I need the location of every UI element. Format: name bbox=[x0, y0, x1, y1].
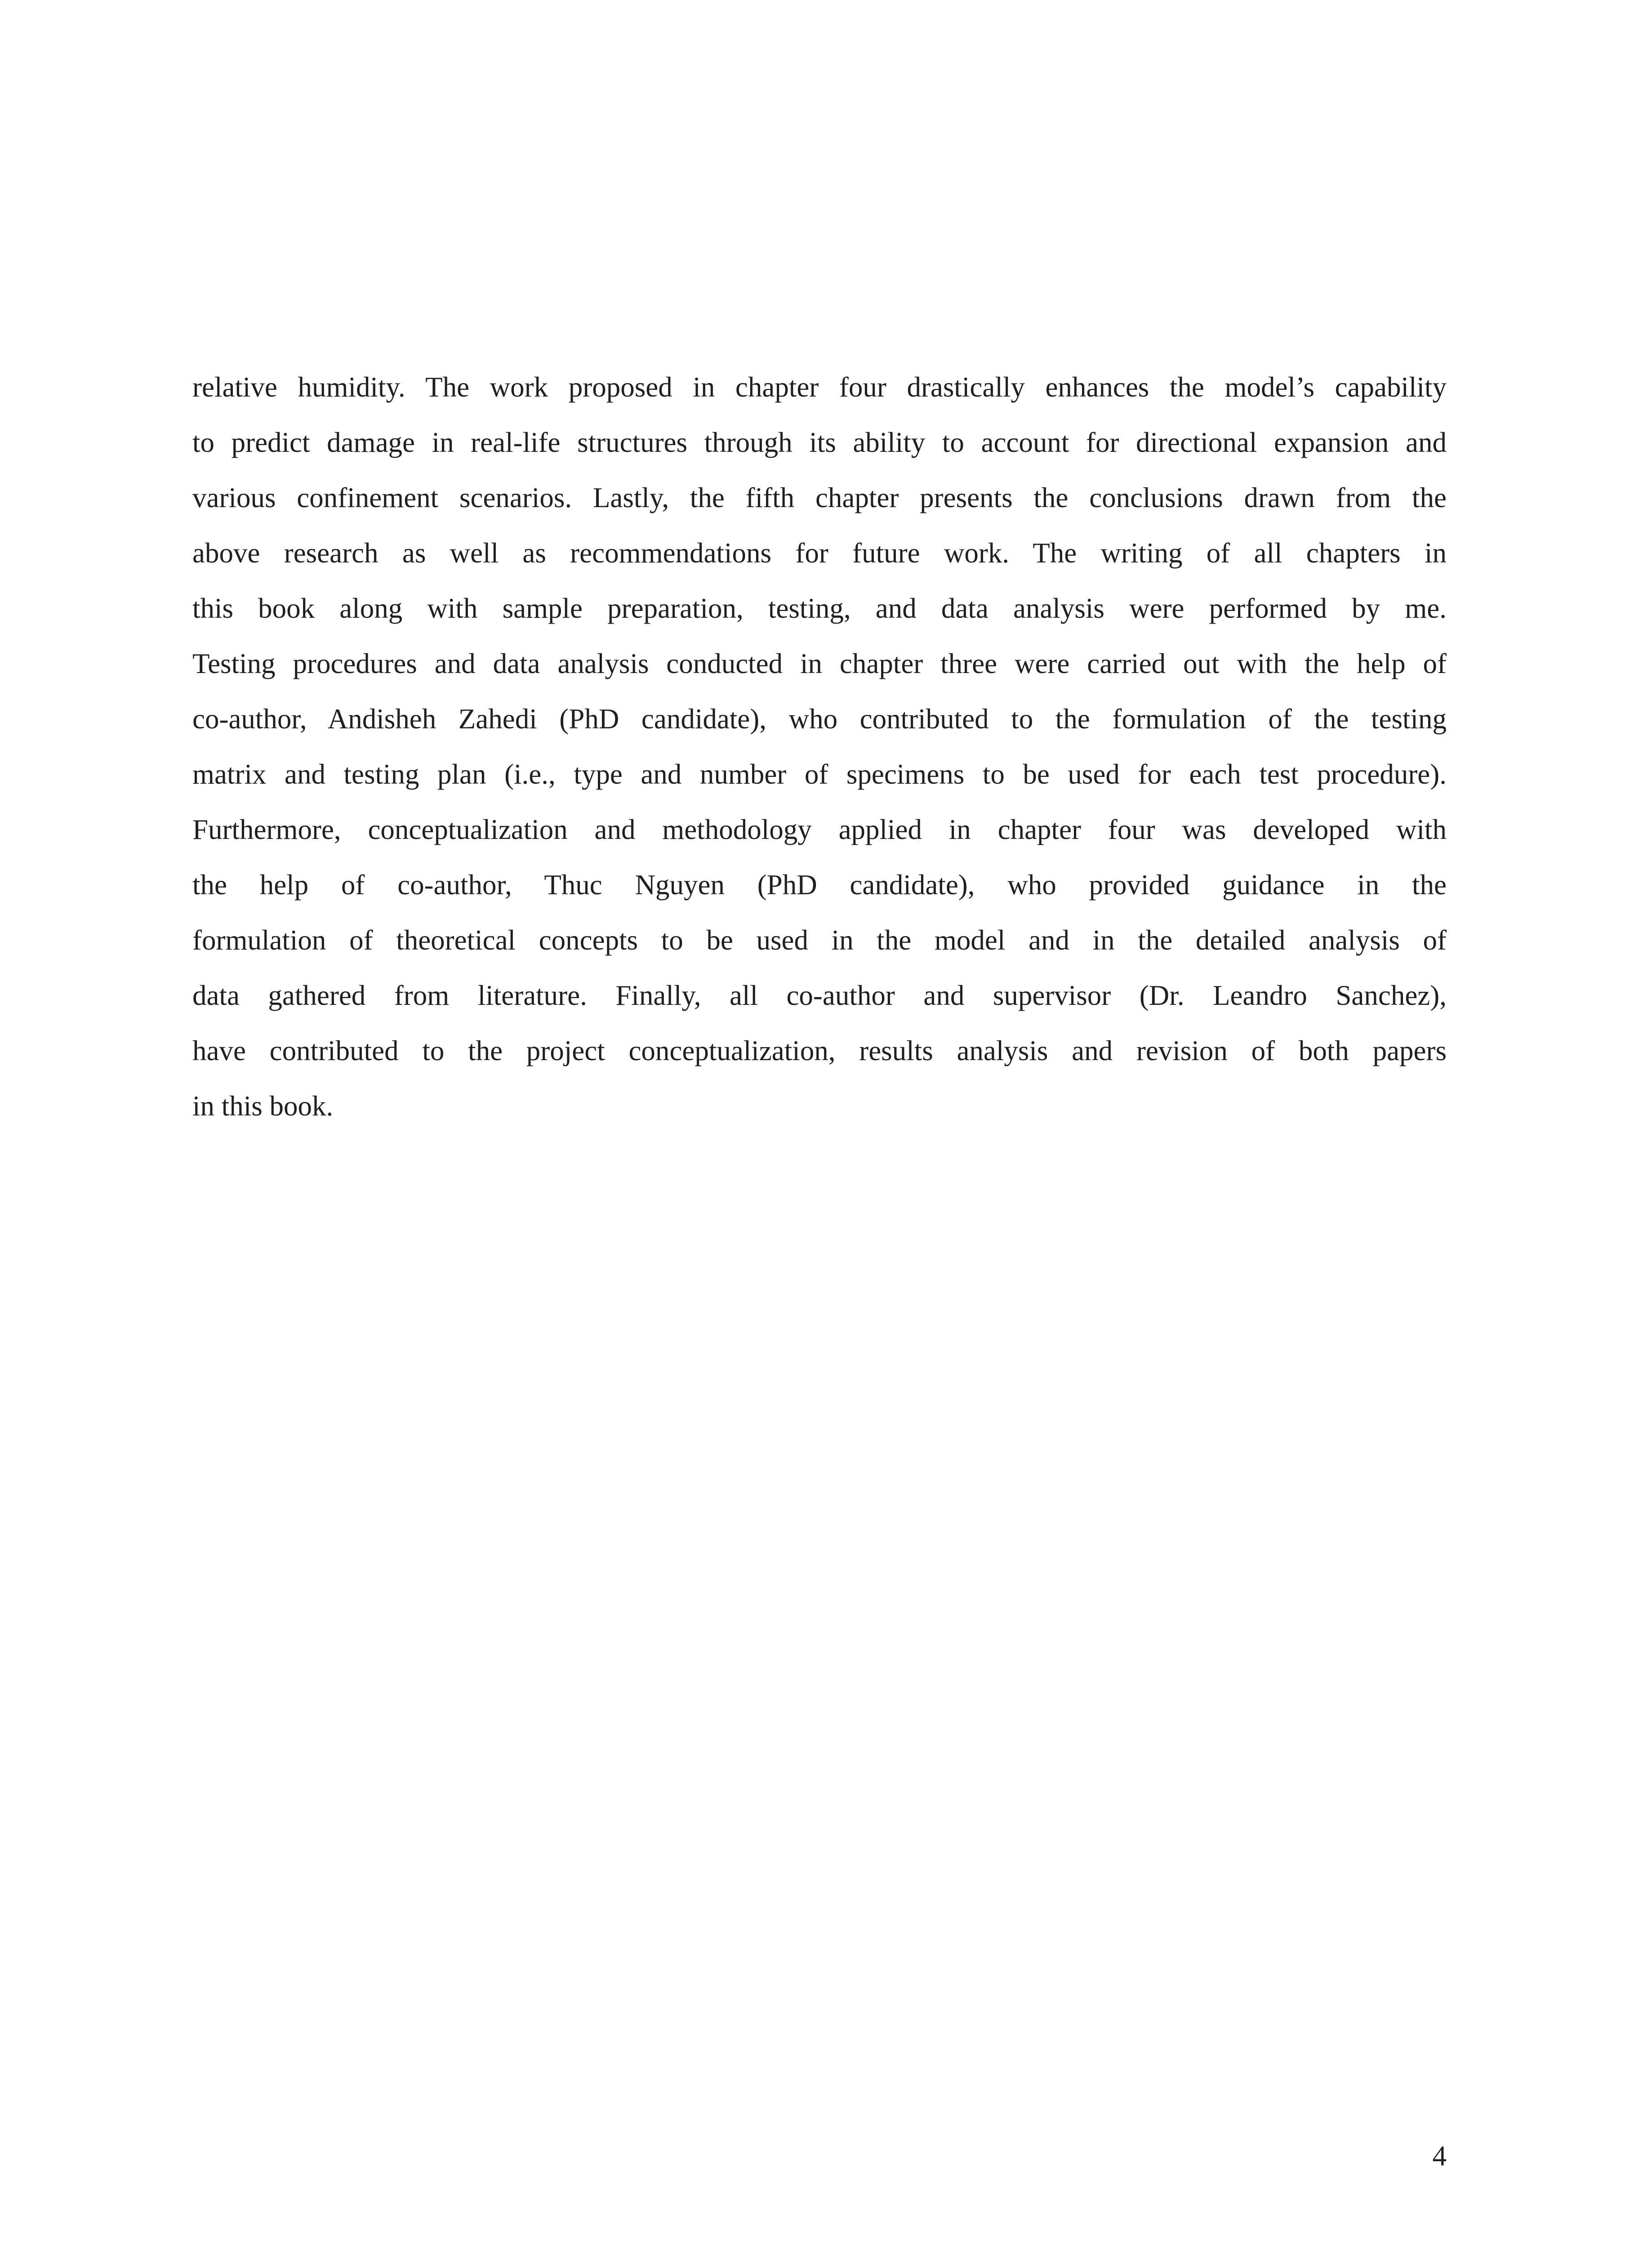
paragraph-line: formulation of theoretical concepts to be used in the model and in the detailed analysis of bbox=[192, 924, 1447, 956]
paragraph-line: Furthermore, conceptualization and methodology applied in chapter four was developed with bbox=[192, 814, 1447, 845]
paragraph-line: the help of co-author, Thuc Nguyen (PhD candidate), who provided guidance in the bbox=[192, 869, 1447, 901]
paragraph-line: relative humidity. The work proposed in chapter four drastically enhances the model’s capability bbox=[192, 371, 1447, 403]
paragraph-line: co-author, Andisheh Zahedi (PhD candidate), who contributed to the formulation of the testing bbox=[192, 703, 1447, 735]
paragraph-line: above research as well as recommendations for future work. The writing of all chapters in bbox=[192, 537, 1447, 569]
paragraph-line: various confinement scenarios. Lastly, the fifth chapter presents the conclusions drawn from the bbox=[192, 482, 1447, 513]
paragraph-line: in this book. bbox=[192, 1090, 334, 1122]
paragraph-line: data gathered from literature. Finally, all co-author and supervisor (Dr. Leandro Sanchez), bbox=[192, 980, 1447, 1011]
paragraph-line: matrix and testing plan (i.e., type and number of specimens to be used for each test procedure). bbox=[192, 758, 1447, 790]
paragraph-line: have contributed to the project conceptualization, results analysis and revision of both papers bbox=[192, 1035, 1447, 1066]
paragraph-line: to predict damage in real-life structures through its ability to account for directional expansion and bbox=[192, 427, 1447, 458]
paragraph-line: Testing procedures and data analysis conducted in chapter three were carried out with the help of bbox=[192, 648, 1447, 679]
paragraph-line: this book along with sample preparation, testing, and data analysis were performed by me. bbox=[192, 593, 1447, 624]
body-paragraph bbox=[192, 360, 1447, 1134]
page-number: 4 bbox=[1432, 2140, 1447, 2172]
